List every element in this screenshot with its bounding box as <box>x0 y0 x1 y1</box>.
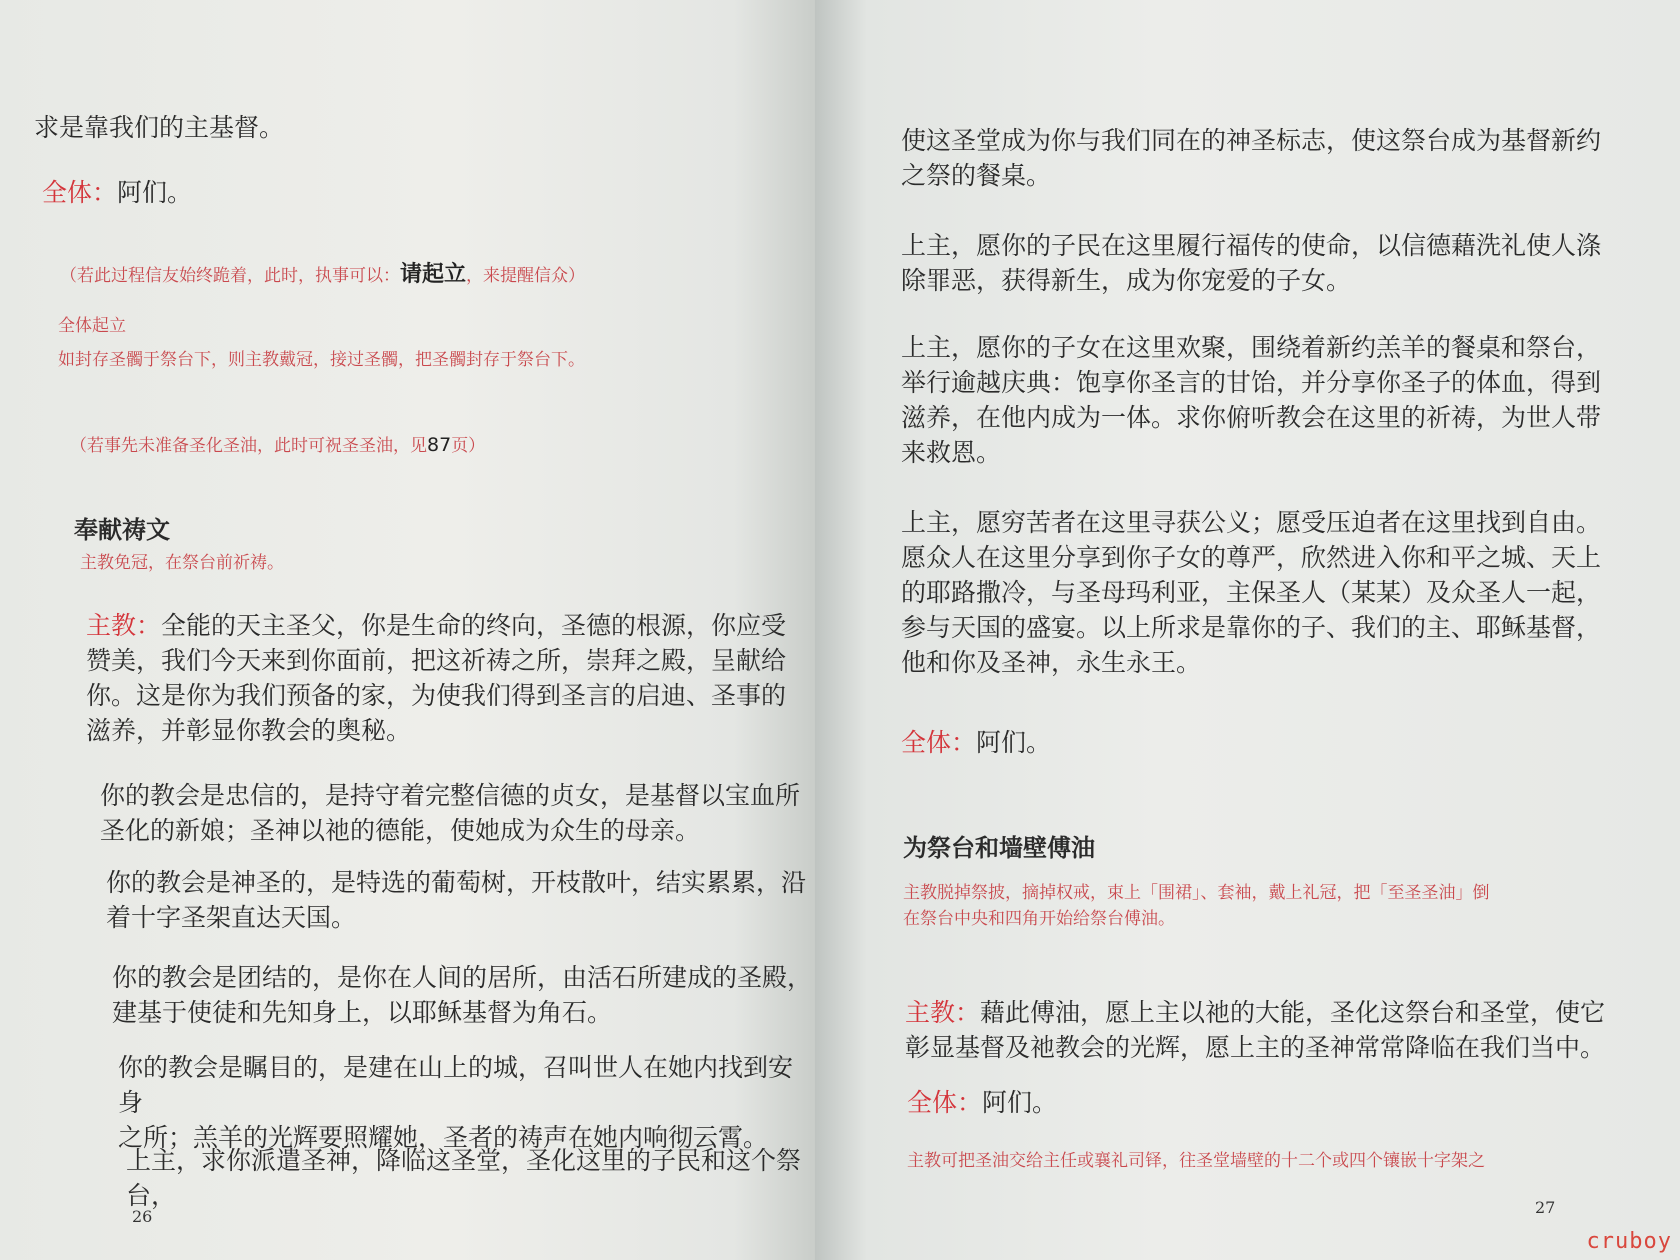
paragraph-united <box>112 960 812 1030</box>
speaker-bishop: 主教： <box>905 998 981 1027</box>
rubric-bold: 请起立 <box>400 262 467 287</box>
rubric-text: ，来提醒信众） <box>466 266 586 286</box>
prayer-line: 的耶路撒冷，与圣母玛利亚，主保圣人（某某）及众圣人一起， <box>901 578 1602 607</box>
paragraph-mission <box>901 228 1601 298</box>
amen-line-1 <box>42 175 192 210</box>
speaker-all: 全体： <box>901 728 977 757</box>
rubric-relics: 如封存圣髑于祭台下，则主教戴冠，接过圣髑，把圣髑封存于祭台下。 <box>58 350 585 370</box>
prayer-line: 之祭的餐桌。 <box>901 161 1052 190</box>
paragraph-gather <box>901 330 1601 470</box>
rubric-text: 页） <box>451 436 486 456</box>
speaker-all: 全体： <box>42 178 118 207</box>
prayer-line: 上主，愿你的子民在这里履行福传的使命，以信德藉洗礼使人涤 <box>901 231 1602 260</box>
right-page <box>815 0 1680 1260</box>
prayer-line: 上主，愿你的子女在这里欢聚，围绕着新约羔羊的餐桌和祭台， <box>901 333 1602 362</box>
section-heading-anointing: 为祭台和墙壁傅油 <box>903 834 1095 862</box>
prayer-line: 你的教会是忠信的，是持守着完整信德的贞女，是基督以宝血所 <box>100 781 801 810</box>
rubric-line: 在祭台中央和四角开始给祭台傅油。 <box>903 909 1175 929</box>
bishop-prayer <box>86 608 786 748</box>
paragraph-faithful <box>100 778 800 848</box>
rubric-walls: 主教可把圣油交给主任或襄礼司铎，往圣堂墙壁的十二个或四个镶嵌十字架之 <box>907 1151 1485 1171</box>
paragraph-visible <box>118 1050 815 1155</box>
prayer-line: 全能的天主圣父，你是生命的终向，圣德的根源，你应受 <box>161 611 787 640</box>
prayer-line: 你的教会是团结的，是你在人间的居所，由活石所建成的圣殿， <box>112 963 813 992</box>
prayer-line: 圣化的新娘；圣神以祂的德能，使她成为众生的母亲。 <box>100 816 701 845</box>
prayer-line: 参与天国的盛宴。以上所求是靠你的子、我们的主、耶稣基督， <box>901 613 1602 642</box>
prayer-line: 建基于使徒和先知身上，以耶稣基督为角石。 <box>112 998 613 1027</box>
text-line-top: 求是靠我们的主基督。 <box>34 113 285 142</box>
rubric-all-rise: 全体起立 <box>58 316 126 336</box>
prayer-line: 滋养，在他内成为一体。求你俯听教会在这里的祈祷，为世人带 <box>901 403 1602 432</box>
page-number-left: 26 <box>132 1207 153 1226</box>
prayer-line: 来救恩。 <box>901 438 1002 467</box>
prayer-line: 你的教会是瞩目的，是建在山上的城，召叫世人在她内找到安身 <box>118 1053 794 1117</box>
amen-text: 阿们。 <box>982 1088 1058 1117</box>
prayer-line: 彰显基督及祂教会的光辉，愿上主的圣神常常降临在我们当中。 <box>905 1033 1606 1062</box>
page-reference: 87 <box>427 434 452 456</box>
speaker-bishop: 主教： <box>86 611 162 640</box>
watermark: cruboy <box>1586 1229 1672 1254</box>
prayer-line: 赞美，我们今天来到你面前，把这祈祷之所，崇拜之殿，呈献给 <box>86 646 787 675</box>
paragraph-send-spirit: 上主，求你派遣圣神，降临这圣堂，圣化这里的子民和这个祭台， <box>126 1146 802 1210</box>
paragraph-sign <box>901 123 1601 193</box>
bishop-anointing-prayer <box>905 995 1605 1065</box>
prayer-line: 你。这是你为我们预备的家，为使我们得到圣言的启迪、圣事的 <box>86 681 787 710</box>
prayer-line: 着十字圣架直达天国。 <box>106 903 357 932</box>
amen-text: 阿们。 <box>976 728 1052 757</box>
prayer-line: 之所；羔羊的光辉要照耀她，圣者的祷声在她内响彻云霄。 <box>118 1123 769 1152</box>
amen-line-2 <box>901 725 1051 760</box>
prayer-line: 使这圣堂成为你与我们同在的神圣标志，使这祭台成为基督新约 <box>901 126 1602 155</box>
prayer-line: 除罪恶，获得新生，成为你宠爱的子女。 <box>901 266 1352 295</box>
rubric-text: （若此过程信友始终跪着，此时，执事可以： <box>60 266 400 286</box>
left-page <box>0 0 815 1260</box>
prayer-line: 他和你及圣神，永生永王。 <box>901 648 1202 677</box>
amen-text: 阿们。 <box>117 178 193 207</box>
page-number-right: 27 <box>1535 1198 1556 1217</box>
rubric-oil-note <box>70 432 485 459</box>
prayer-line: 藉此傅油，愿上主以祂的大能，圣化这祭台和圣堂，使它 <box>980 998 1606 1027</box>
section-heading-prayer: 奉献祷文 <box>74 516 170 544</box>
prayer-line: 滋养，并彰显你教会的奥秘。 <box>86 716 412 745</box>
rubric-line: 主教脱掉祭披，摘掉权戒，束上「围裙」、套袖，戴上礼冠，把「至圣圣油」倒 <box>903 883 1490 903</box>
prayer-line: 愿众人在这里分享到你子女的尊严，欣然进入你和平之城、天上 <box>901 543 1602 572</box>
amen-line-3 <box>907 1085 1057 1120</box>
rubric-bishop-prays: 主教免冠，在祭台前祈祷。 <box>80 553 284 573</box>
paragraph-holy <box>106 865 806 935</box>
paragraph-justice <box>901 505 1601 680</box>
speaker-all: 全体： <box>907 1088 983 1117</box>
prayer-line: 你的教会是神圣的，是特选的葡萄树，开枝散叶，结实累累，沿 <box>106 868 807 897</box>
prayer-line: 举行逾越庆典：饱享你圣言的甘饴，并分享你圣子的体血，得到 <box>901 368 1602 397</box>
rubric-stand-up <box>60 262 585 289</box>
prayer-line: 上主，愿穷苦者在这里寻获公义；愿受压迫者在这里找到自由。 <box>901 508 1602 537</box>
rubric-text: （若事先未准备圣化圣油，此时可祝圣圣油，见 <box>70 436 427 456</box>
rubric-anointing <box>903 880 1490 932</box>
